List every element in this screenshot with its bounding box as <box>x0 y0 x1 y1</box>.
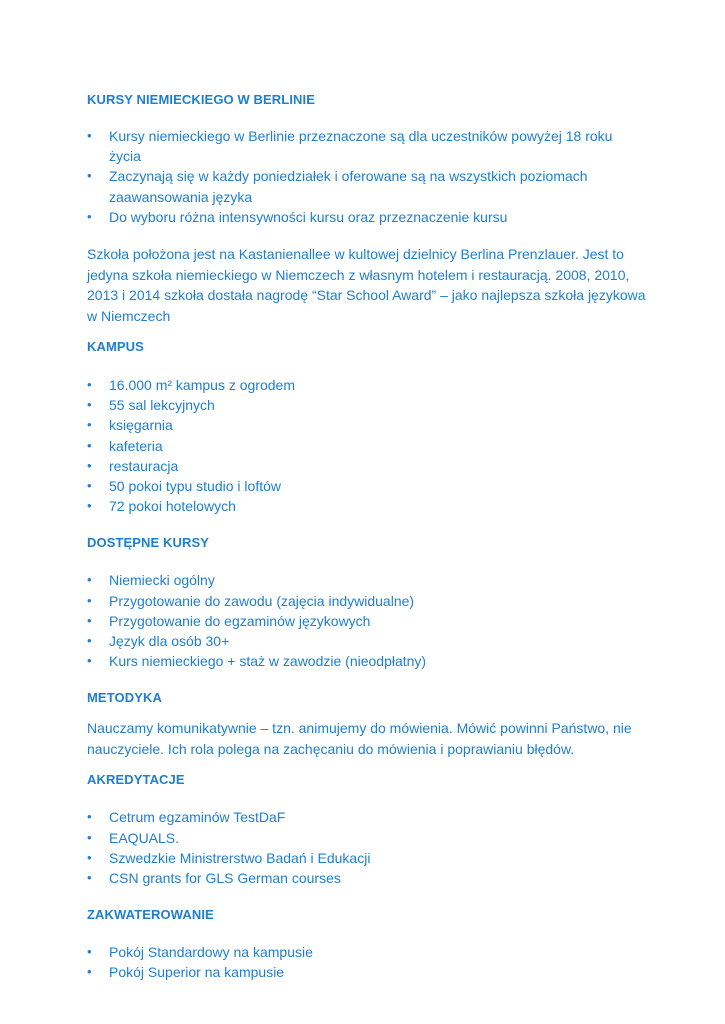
list-item <box>87 375 647 395</box>
bullet-icon: • <box>87 633 92 649</box>
section-heading-metodyka: METODYKA <box>87 690 162 706</box>
list-item-text: Zaczynają się w każdy poniedziałek i oferowane są na wszystkich poziomach zaawansowania języka <box>109 168 588 205</box>
bullet-icon: • <box>87 498 92 514</box>
list-item-text: Kursy niemieckiego w Berlinie przeznaczone są dla uczestników powyżej 18 roku życia <box>109 128 613 165</box>
list-item <box>87 207 647 227</box>
list-item <box>87 942 647 962</box>
list-kursy-info <box>87 126 647 227</box>
list-item <box>87 456 647 476</box>
bullet-icon: • <box>87 128 92 143</box>
list-item <box>87 126 647 166</box>
list-item-text: restauracja <box>109 457 179 474</box>
list-item <box>87 962 647 982</box>
list-item <box>87 828 647 848</box>
list-item <box>87 807 647 827</box>
bullet-icon: • <box>87 397 92 413</box>
list-item-text: Do wyboru różna intensywności kursu oraz przeznaczenie kursu <box>109 208 508 225</box>
list-item-text: Przygotowanie do zawodu (zajęcia indywidualne) <box>109 592 415 609</box>
list-item-text: 72 pokoi hotelowych <box>109 498 236 515</box>
list-akredytacje <box>87 807 647 888</box>
bullet-icon: • <box>87 377 92 393</box>
school-description-paragraph: Szkoła położona jest na Kastanienallee w kultowej dzielnicy Berlina Prenzlauer. Jest to jedyna szkoła niemieckiego w Niemczech z własnym hotelem i restauracją. 2008, 2010, 2013 i 2014 szkoła dostała nagrodę “Star School Award” – jako najlepsza szkoła językowa w Niemczech <box>87 246 646 324</box>
list-item-text: Pokój Superior na kampusie <box>109 964 285 981</box>
list-dostepne-kursy <box>87 570 647 671</box>
bullet-icon: • <box>87 572 92 588</box>
bullet-icon: • <box>87 612 92 628</box>
list-item-text: EAQUALS. <box>109 829 180 846</box>
section-heading-kursy: KURSY NIEMIECKIEGO W BERLINIE <box>87 92 316 107</box>
list-item-text: Pokój Standardowy na kampusie <box>109 944 313 961</box>
list-item <box>87 848 647 868</box>
list-item-text: 50 pokoi typu studio i loftów <box>109 478 281 495</box>
bullet-icon: • <box>87 944 92 960</box>
list-item-text: Niemiecki ogólny <box>109 572 215 589</box>
list-item-text: 55 sal lekcyjnych <box>109 397 215 414</box>
list-item <box>87 415 647 435</box>
bullet-icon: • <box>87 417 92 433</box>
list-item <box>87 570 647 590</box>
section-heading-dostepne-kursy: DOSTĘPNE KURSY <box>87 535 210 551</box>
list-kampus <box>87 375 647 516</box>
list-item-text: Szwedzkie Ministrerstwo Badań i Edukacji <box>109 849 371 866</box>
section-heading-zakwaterowanie: ZAKWATEROWANIE <box>87 907 214 923</box>
bullet-icon: • <box>87 168 92 184</box>
list-item <box>87 631 647 651</box>
list-item-text: 16.000 m² kampus z ogrodem <box>109 377 295 394</box>
list-item <box>87 395 647 415</box>
bullet-icon: • <box>87 849 92 865</box>
bullet-icon: • <box>87 208 92 224</box>
bullet-icon: • <box>87 478 92 494</box>
bullet-icon: • <box>87 592 92 608</box>
list-item <box>87 651 647 671</box>
list-item-text: kafeteria <box>109 437 163 454</box>
list-item-text: Język dla osób 30+ <box>109 633 230 650</box>
list-item <box>87 611 647 631</box>
document-page <box>87 91 647 983</box>
bullet-icon: • <box>87 653 92 669</box>
list-item <box>87 591 647 611</box>
section-heading-akredytacje: AKREDYTACJE <box>87 772 185 788</box>
list-item <box>87 496 647 516</box>
bullet-icon: • <box>87 964 92 980</box>
bullet-icon: • <box>87 437 92 453</box>
bullet-icon: • <box>87 870 92 886</box>
list-item-text: Kurs niemieckiego + staż w zawodzie (nieodpłatny) <box>109 653 427 670</box>
metodyka-paragraph: Nauczamy komunikatywnie – tzn. animujemy do mówienia. Mówić powinni Państwo, nie nauczyciele. Ich rola polega na zachęcaniu do mówienia i poprawianiu błędów. <box>87 720 632 757</box>
list-item <box>87 476 647 496</box>
list-item-text: CSN grants for GLS German courses <box>109 870 341 887</box>
list-zakwaterowanie <box>87 942 647 982</box>
list-item <box>87 436 647 456</box>
bullet-icon: • <box>87 809 92 825</box>
list-item-text: Przygotowanie do egzaminów językowych <box>109 612 371 629</box>
bullet-icon: • <box>87 829 92 845</box>
list-item <box>87 868 647 888</box>
bullet-icon: • <box>87 457 92 473</box>
list-item-text: księgarnia <box>109 417 173 434</box>
list-item-text: Cetrum egzaminów TestDaF <box>109 809 286 826</box>
section-heading-kampus: KAMPUS <box>87 339 144 355</box>
list-item <box>87 166 647 206</box>
